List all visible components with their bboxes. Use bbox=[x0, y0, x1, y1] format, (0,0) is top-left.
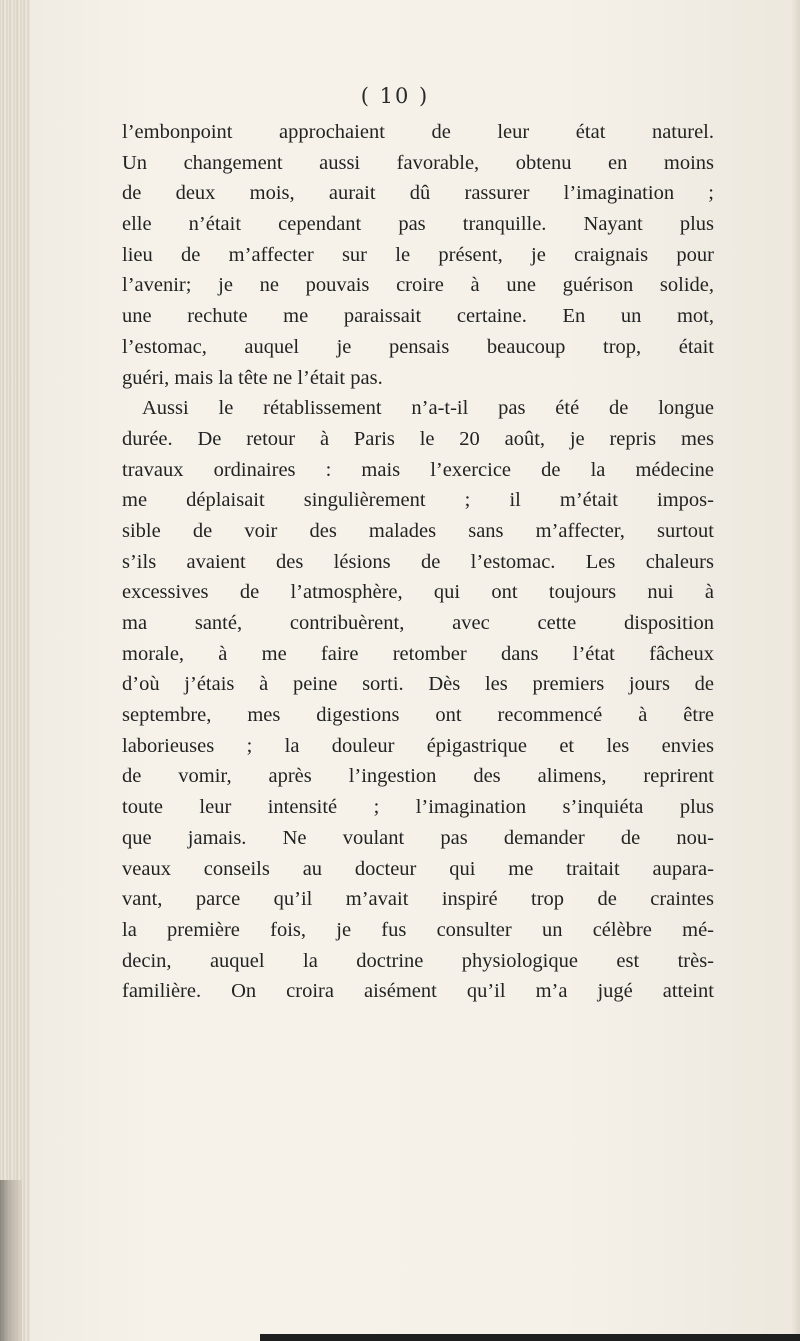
bottom-edge-shadow bbox=[260, 1334, 800, 1341]
page-number: ( 10 ) bbox=[360, 84, 430, 108]
text-line: une rechute me paraissait certaine. En un mot, bbox=[122, 305, 714, 328]
text-line: toute leur intensité ; l’imagination s’inquiéta plus bbox=[122, 796, 714, 819]
page-edge bbox=[790, 0, 800, 1341]
text-line: durée. De retour à Paris le 20 août, je repris mes bbox=[122, 427, 714, 450]
text-line: vant, parce qu’il m’avait inspiré trop de craintes bbox=[122, 888, 714, 911]
text-line: que jamais. Ne voulant pas demander de nou- bbox=[122, 826, 714, 849]
text-line: laborieuses ; la douleur épigastrique et les envies bbox=[122, 734, 714, 757]
text-line: s’ils avaient des lésions de l’estomac. Les chaleurs bbox=[122, 550, 714, 573]
text-line: elle n’était cependant pas tranquille. Nayant plus bbox=[122, 213, 714, 236]
page-gutter bbox=[0, 0, 30, 1341]
text-line: familière. On croira aisément qu’il m’a jugé atteint bbox=[122, 980, 714, 1003]
text-line: ma santé, contribuèrent, avec cette disposition bbox=[122, 612, 714, 634]
body-text bbox=[122, 117, 714, 1007]
text-line: sible de voir des malades sans m’affecter, surtout bbox=[122, 519, 714, 542]
text-line: l’estomac, auquel je pensais beaucoup trop, était bbox=[122, 335, 714, 358]
text-line: de vomir, après l’ingestion des alimens, reprirent bbox=[122, 765, 714, 788]
text-line: lieu de m’affecter sur le présent, je craignais pour bbox=[122, 243, 714, 266]
paragraph-start-line: Aussi le rétablissement n’a-t-il pas été de longue bbox=[142, 397, 714, 420]
text-line: travaux ordinaires : mais l’exercice de la médecine bbox=[122, 458, 714, 481]
text-line: morale, à me faire retomber dans l’état fâcheux bbox=[122, 642, 714, 665]
text-line: veaux conseils au docteur qui me traitait aupara- bbox=[122, 857, 714, 880]
text-line: l’embonpoint approchaient de leur état naturel. bbox=[122, 121, 714, 143]
gutter-shadow bbox=[0, 1180, 22, 1341]
text-line: la première fois, je fus consulter un célèbre mé- bbox=[122, 918, 714, 941]
text-line: guéri, mais la tête ne l’était pas. bbox=[122, 366, 383, 389]
text-line: Un changement aussi favorable, obtenu en moins bbox=[122, 151, 714, 174]
text-line: septembre, mes digestions ont recommencé à être bbox=[122, 704, 714, 727]
text-line: decin, auquel la doctrine physiologique est très- bbox=[122, 949, 714, 972]
text-line: excessives de l’atmosphère, qui ont toujours nui à bbox=[122, 581, 714, 604]
text-line: de deux mois, aurait dû rassurer l’imagination ; bbox=[122, 182, 714, 205]
text-line: me déplaisait singulièrement ; il m’était impos- bbox=[122, 489, 714, 512]
text-line: d’où j’étais à peine sorti. Dès les premiers jours de bbox=[122, 673, 714, 696]
text-line: l’avenir; je ne pouvais croire à une guérison solide, bbox=[122, 274, 714, 297]
